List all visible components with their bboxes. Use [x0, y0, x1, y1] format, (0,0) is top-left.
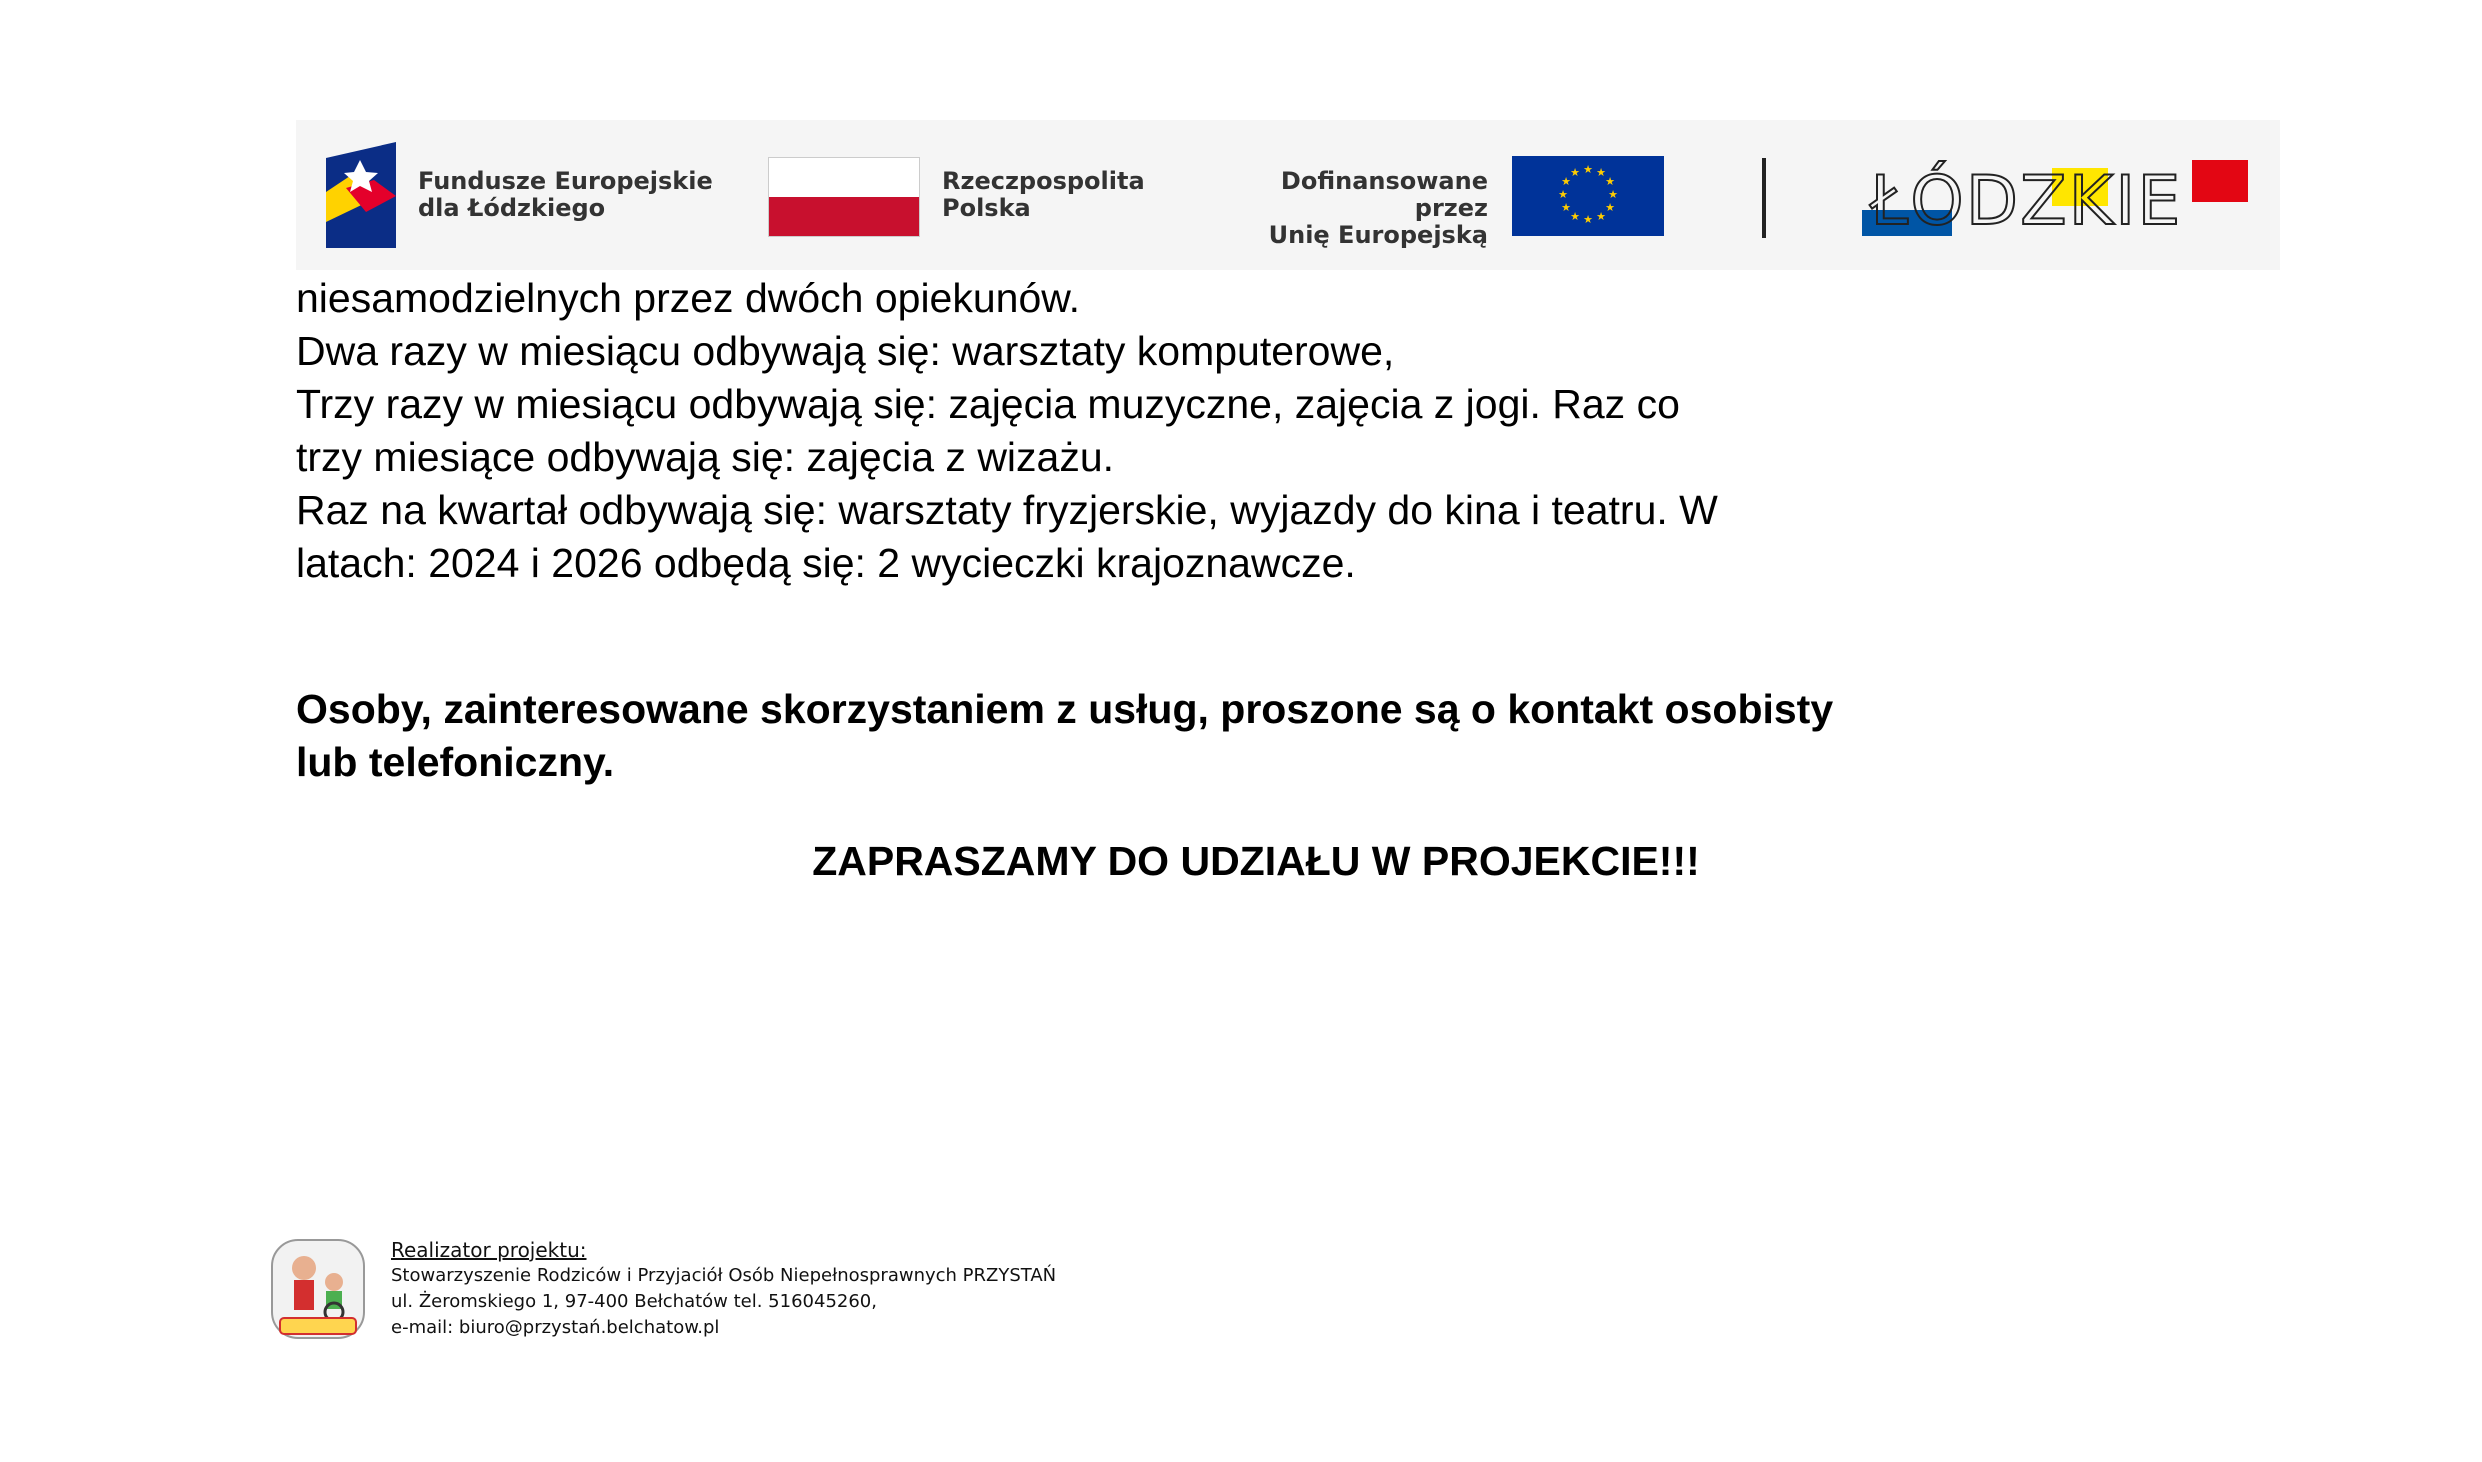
- svg-text:★: ★: [1561, 201, 1571, 214]
- fundusze-europejskie-text: [418, 168, 713, 222]
- fe-text-line1: Fundusze Europejskie: [418, 167, 713, 195]
- eu-cofinance-text: [1202, 168, 1488, 249]
- svg-text:★: ★: [1596, 166, 1606, 179]
- eu-text-line1: Dofinansowane przez: [1280, 167, 1488, 222]
- svg-text:★: ★: [1605, 201, 1615, 214]
- svg-text:★: ★: [1605, 175, 1615, 188]
- rp-text-line1: Rzeczpospolita: [942, 167, 1145, 195]
- contact-request: [296, 683, 2246, 789]
- contact-line1: Osoby, zainteresowane skorzystaniem z usług, proszone są o kontakt osobisty: [296, 686, 1834, 732]
- eu-text-line2: Unię Europejską: [1268, 221, 1488, 249]
- svg-text:★: ★: [1561, 175, 1571, 188]
- lodzkie-logo: [1862, 160, 2252, 240]
- text-line: Dwa razy w miesiącu odbywają się: warsztaty komputerowe,: [296, 328, 1395, 374]
- logo-bar: [296, 120, 2280, 270]
- fundusze-europejskie-logo: [326, 142, 396, 248]
- svg-text:★: ★: [1583, 213, 1593, 226]
- text-line: Raz na kwartał odbywają się: warsztaty fryzjerskie, wyjazdy do kina i teatru. W: [296, 487, 1718, 533]
- text-line: Trzy razy w miesiącu odbywają się: zajęcia muzyczne, zajęcia z jogi. Raz co: [296, 381, 1680, 427]
- footer-address: ul. Żeromskiego 1, 97-400 Bełchatów tel. 516045260,: [391, 1291, 877, 1312]
- invitation-heading: ZAPRASZAMY DO UDZIAŁU W PROJEKCIE!!!: [812, 838, 1700, 884]
- svg-text:★: ★: [1570, 210, 1580, 223]
- svg-text:★: ★: [1558, 188, 1568, 201]
- logo-divider: [1762, 158, 1766, 238]
- lodzkie-text: ŁÓDZKIE: [1870, 162, 2183, 241]
- text-line: trzy miesiące odbywają się: zajęcia z wizażu.: [296, 434, 1115, 480]
- text-line: latach: 2024 i 2026 odbędą się: 2 wycieczki krajoznawcze.: [296, 540, 1356, 586]
- project-description: [296, 272, 2196, 590]
- polish-flag-icon: [768, 157, 920, 237]
- svg-text:★: ★: [1608, 188, 1618, 201]
- rzeczpospolita-text: [942, 168, 1145, 222]
- footer-org: Stowarzyszenie Rodziców i Przyjaciół Osób Niepełnosprawnych PRZYSTAŃ: [391, 1265, 1057, 1286]
- contact-line2: lub telefoniczny.: [296, 739, 615, 785]
- text-line: niesamodzielnych przez dwóch opiekunów.: [296, 275, 1081, 321]
- przystan-logo: [270, 1238, 366, 1340]
- fe-text-line2: dla Łódzkiego: [418, 194, 606, 222]
- svg-text:★: ★: [1596, 210, 1606, 223]
- svg-text:★: ★: [1583, 163, 1593, 176]
- footer-heading: Realizator projektu:: [391, 1238, 587, 1262]
- eu-flag-icon: [1512, 156, 1664, 236]
- project-implementer: [391, 1237, 1056, 1341]
- rp-text-line2: Polska: [942, 194, 1031, 222]
- footer-email: e-mail: biuro@przystań.belchatow.pl: [391, 1317, 720, 1338]
- svg-text:★: ★: [1570, 166, 1580, 179]
